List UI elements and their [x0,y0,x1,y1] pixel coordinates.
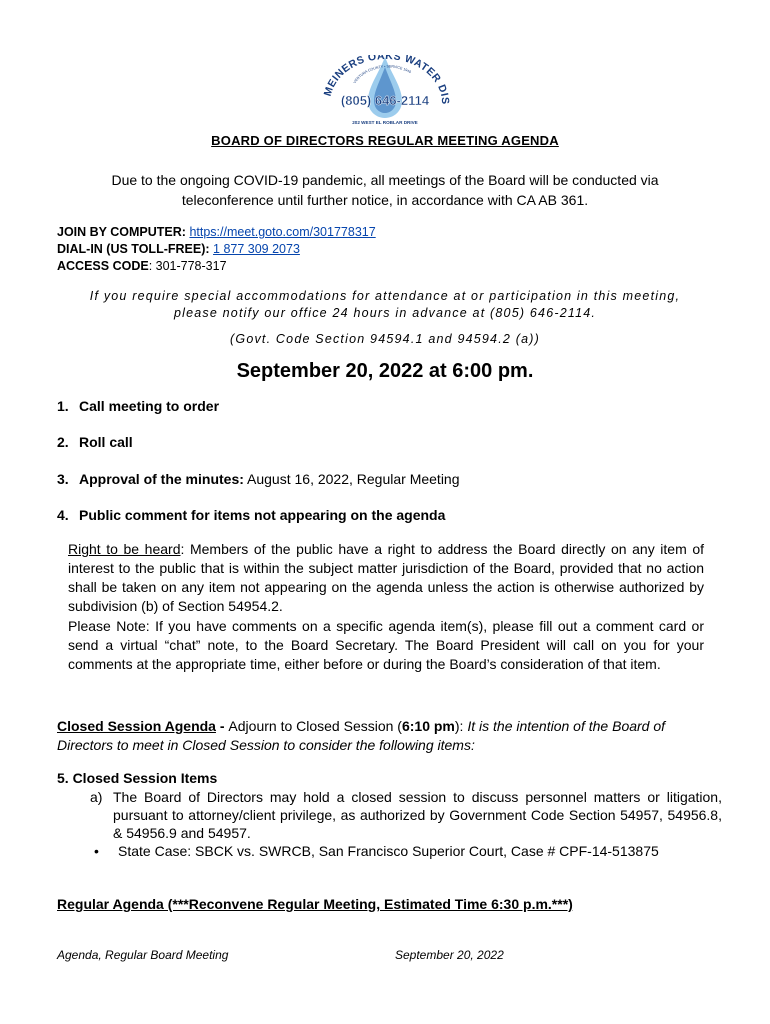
closed-session-dash: - [215,718,229,734]
dial-in-number-link[interactable]: 1 877 309 2073 [213,242,300,256]
closed-session-close: ): [454,718,468,734]
closed-session-item-a-text: The Board of Directors may hold a closed session to discuss personnel matters or litigation, pursuant to attorney/client privilege, as authorized by Government Code Section 54957, 54956.8, & 54956.9 and 54957. [113,789,722,841]
agenda-item-title: Public comment for items not appearing on the agenda [79,507,446,523]
closed-session-adjourn: Adjourn to Closed Session ( [228,718,402,734]
closed-session-item-a-label: a) [90,789,103,805]
accommodations-notice [40,288,730,322]
dial-in-row [57,241,376,258]
agenda-item-title: Approval of the minutes: [79,471,244,487]
closed-session-label: Closed Session Agenda [57,718,216,734]
access-code-value: : 301-778-317 [148,259,227,273]
agenda-item-detail: August 16, 2022, Regular Meeting [243,471,460,487]
logo-district-name: MEINERS OAKS WATER DIS [321,55,452,105]
state-case-text: State Case: SBCK vs. SWRCB, San Francisco Superior Court, Case # CPF-14-513875 [118,843,659,859]
agenda-item-1 [57,398,219,414]
agenda-item-title: Roll call [79,434,133,450]
agenda-item-number: 2. [57,434,69,450]
logo-address: 202 WEST EL ROBLAR DRIVE [352,120,418,125]
agenda-item-number: 1. [57,398,69,414]
footer-left: Agenda, Regular Board Meeting [57,948,229,962]
right-to-be-heard-paragraph [68,540,704,616]
closed-session-time: 6:10 pm [401,718,455,734]
join-computer-label: JOIN BY COMPUTER [57,225,182,239]
agenda-item-number: 3. [57,471,69,487]
agenda-item-number: 4. [57,507,69,523]
page-title: BOARD OF DIRECTORS REGULAR MEETING AGENDA [211,133,559,148]
covid-notice-line-2: teleconference until further notice, in accordance with CA AB 361. [181,192,589,208]
access-code-row [57,258,376,275]
agenda-item-3 [57,471,460,487]
right-to-be-heard-label: Right to be heard [68,541,181,557]
agenda-item-2 [57,434,133,450]
covid-notice [60,170,710,210]
closed-session-item-a [90,788,722,842]
water-drop-logo-icon [318,55,452,131]
closed-session-intention: It is the intention of the Board of Directors to meet in Closed Session to consider the following items: [57,718,666,753]
agenda-item-4 [57,507,445,523]
covid-notice-line-1: Due to the ongoing COVID-19 pandemic, all meetings of the Board will be conducted via [111,172,659,188]
closed-session-agenda [57,717,719,755]
district-logo [318,55,452,131]
dial-in-label: DIAL-IN (US TOLL-FREE): [57,242,210,256]
join-info [57,224,376,275]
meeting-date-heading: September 20, 2022 at 6:00 pm. [236,360,534,382]
access-code-label: ACCESS CODE [57,259,149,273]
logo-tagline: VENTURA COUNTY • SERVICE 1949 [352,64,412,85]
bullet-icon: • [94,843,99,859]
right-to-be-heard-text: : Members of the public have a right to address the Board directly on any item of interest to the public that is within the subject matter jurisdiction of the Board, provided that no action shall be taken on any item not appearing on the agenda unless the action is otherwise authorized by subdivision (b) of Section 54954.2. [68,541,705,614]
logo-phone: (805) 646-2114 [340,93,430,108]
accommodations-line-1: If you require special accommodations for attendance at or participation in this meeting, [89,289,681,303]
agenda-item-title: Call meeting to order [79,398,220,414]
join-computer-row: JOIN BY COMPUTER: https://meet.goto.com/301778317 [57,225,376,239]
regular-agenda-heading: Regular Agenda (***Reconvene Regular Meeting, Estimated Time 6:30 p.m.***) [57,896,573,912]
meeting-link[interactable]: https://meet.goto.com/301778317 [189,225,376,239]
govt-code-reference: (Govt. Code Section 94594.1 and 94594.2 (a)) [230,332,540,346]
closed-session-items-heading: 5. Closed Session Items [57,770,218,786]
accommodations-line-2: please notify our office 24 hours in advance at (805) 646-2114. [173,306,597,320]
footer-right: September 20, 2022 [395,948,504,962]
closed-session-bullet [94,843,659,859]
please-note-paragraph: Please Note: If you have comments on a specific agenda item(s), please fill out a comment card or send a virtual “chat” note, to the Board Secretary. The Board President will call on you for your comments at the appropriate time, either before or during the Board’s consideration of that item. [68,618,704,672]
